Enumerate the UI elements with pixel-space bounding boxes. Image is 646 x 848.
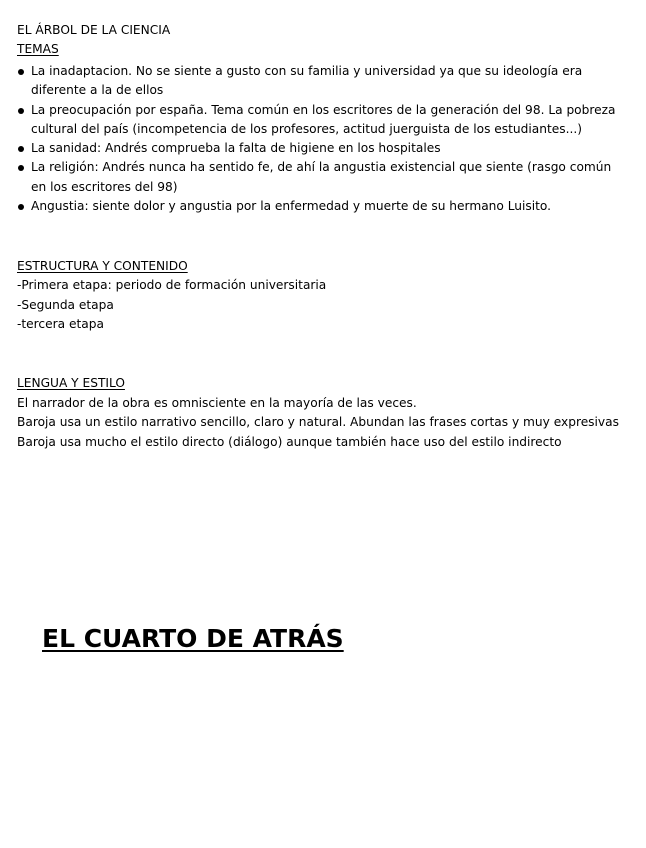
- document-title: EL ÁRBOL DE LA CIENCIA: [17, 23, 171, 37]
- list-item: [17, 197, 629, 216]
- bullet-icon: [18, 69, 24, 75]
- bullet-icon: [18, 165, 24, 171]
- language-line: Baroja usa un estilo narrativo sencillo, claro y natural. Abundan las frases cortas y muy expresivas: [17, 415, 619, 429]
- list-item: [17, 139, 629, 158]
- theme-text: Angustia: siente dolor y angustia por la enfermedad y muerte de su hermano Luisito.: [31, 199, 552, 214]
- bullet-icon: [18, 108, 24, 114]
- list-item: [17, 101, 629, 140]
- theme-text: La religión: Andrés nunca ha sentido fe, de ahí la angustia existencial que siente (rasgo común en los escritores del 98): [31, 160, 612, 194]
- structure-item: -tercera etapa: [17, 317, 104, 331]
- language-heading: LENGUA Y ESTILO: [17, 376, 125, 390]
- structure-item: -Segunda etapa: [17, 298, 114, 312]
- list-item: [17, 62, 629, 101]
- themes-list: [17, 62, 629, 216]
- language-line: El narrador de la obra es omnisciente en la mayoría de las veces.: [17, 396, 417, 410]
- theme-text: La sanidad: Andrés comprueba la falta de higiene en los hospitales: [31, 141, 441, 156]
- language-line: Baroja usa mucho el estilo directo (diálogo) aunque también hace uso del estilo indirecto: [17, 435, 562, 449]
- structure-heading: ESTRUCTURA Y CONTENIDO: [17, 259, 188, 273]
- list-item: [17, 158, 629, 197]
- structure-item: -Primera etapa: periodo de formación universitaria: [17, 278, 327, 292]
- bullet-icon: [18, 146, 24, 152]
- section-title: EL CUARTO DE ATRÁS: [42, 624, 344, 653]
- theme-text: La inadaptacion. No se siente a gusto con su familia y universidad ya que su ideología era diferente a la de ellos: [31, 64, 583, 98]
- themes-heading: TEMAS: [17, 42, 59, 56]
- theme-text: La preocupación por españa. Tema común en los escritores de la generación del 98. La pobreza cultural del país (incompetencia de los profesores, actitud juerguista de los estudiantes...): [31, 102, 616, 136]
- bullet-icon: [18, 204, 24, 210]
